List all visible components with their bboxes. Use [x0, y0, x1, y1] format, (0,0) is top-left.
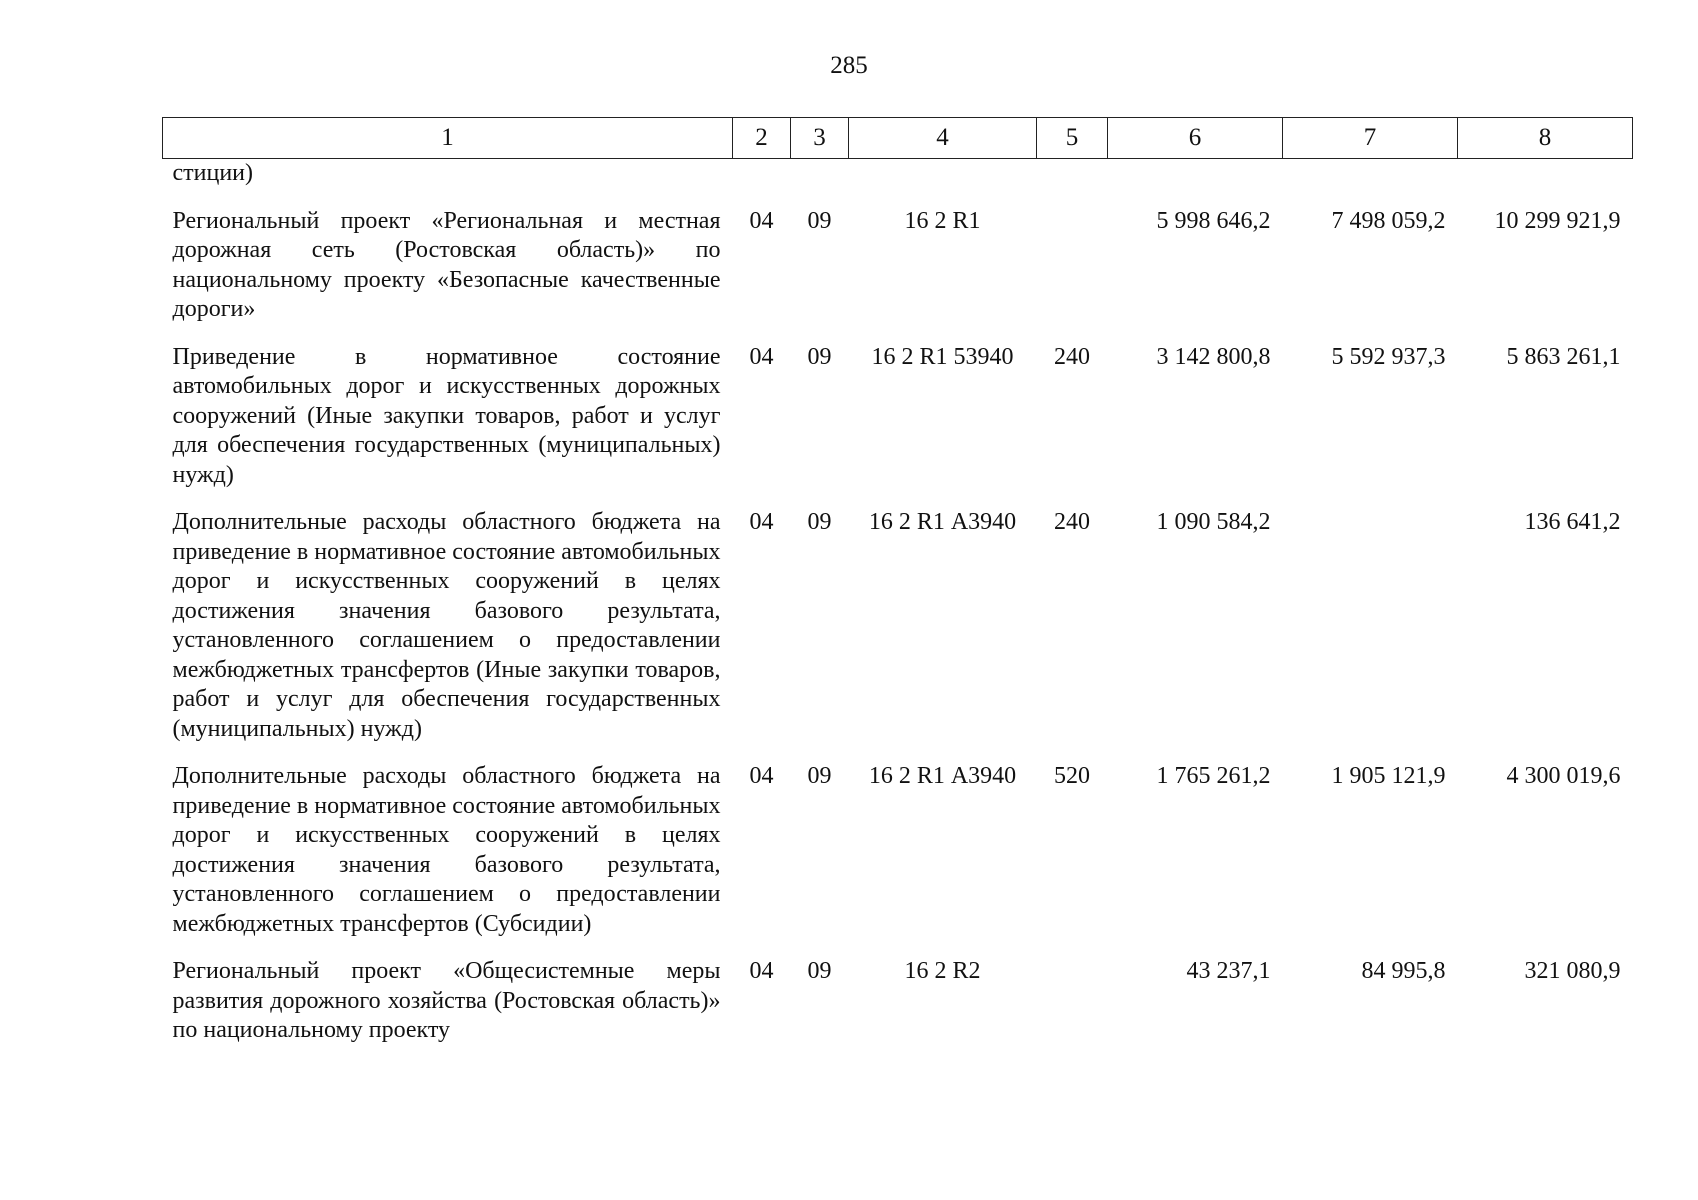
row-amount-year1: 3 142 800,8 — [1156, 343, 1271, 370]
page-number: 285 — [830, 52, 868, 79]
row-description: Региональный проект «Общесистемные меры развития дорожного хозяйства (Ростовская область)» по национальному проекту — [172, 958, 721, 1043]
header-col-2: 2 — [733, 118, 791, 159]
table-row — [163, 159, 1633, 197]
row-amount-year3: 5 863 261,1 — [1506, 343, 1621, 370]
row-amount-year2: 84 995,8 — [1361, 958, 1446, 984]
row-subsection: 09 — [807, 343, 832, 370]
row-amount-year2: 5 592 937,3 — [1331, 343, 1446, 370]
row-target-code: 16 2 R1 А3940 — [868, 763, 1017, 789]
row-subsection: 09 — [807, 509, 832, 535]
budget-table — [162, 117, 1633, 1054]
row-expense-type: 240 — [1054, 343, 1090, 370]
row-amount-year1 — [1108, 159, 1283, 197]
row-expense-type — [1037, 947, 1108, 1054]
table-row — [163, 752, 1633, 947]
row-description: стиции) — [172, 160, 254, 186]
header-col-6: 6 — [1108, 118, 1283, 159]
row-expense-type: 520 — [1054, 763, 1090, 789]
header-col-4: 4 — [849, 118, 1037, 159]
row-amount-year1: 5 998 646,2 — [1156, 207, 1271, 234]
row-subsection: 09 — [807, 763, 832, 789]
row-description: Приведение в нормативное состояние автомобильных дорог и искусственных дорожных сооружений (Иные закупки товаров, работ и услуг для обеспечения государственных (муниципальных) нужд) — [172, 343, 721, 488]
row-amount-year2: 1 905 121,9 — [1331, 763, 1446, 789]
table-header-row — [163, 118, 1633, 159]
row-target-code: 16 2 R1 — [904, 207, 981, 234]
row-amount-year2 — [1283, 498, 1458, 752]
row-amount-year3: 321 080,9 — [1524, 958, 1621, 984]
row-amount-year1: 1 765 261,2 — [1156, 763, 1271, 789]
row-description: Региональный проект «Региональная и местная дорожная сеть (Ростовская область)» по национальному проекту «Безопасные качественные дороги» — [172, 207, 721, 322]
row-amount-year2: 7 498 059,2 — [1331, 207, 1446, 234]
row-description: Дополнительные расходы областного бюджета на приведение в нормативное состояние автомобильных дорог и искусственных сооружений в целях достижения значения базового результата, установленного соглашением о предоставлении межбюджетных трансфертов (Иные закупки товаров, работ и услуг для обеспечения государственных (муниципальных) нужд) — [172, 509, 721, 742]
row-section: 04 — [749, 763, 774, 789]
header-col-3: 3 — [791, 118, 849, 159]
row-target-code: 16 2 R2 — [904, 958, 981, 984]
table-row — [163, 333, 1633, 499]
row-expense-type — [1037, 159, 1108, 197]
row-section — [733, 159, 791, 197]
row-amount-year1: 1 090 584,2 — [1156, 509, 1271, 535]
row-section: 04 — [749, 958, 774, 984]
row-subsection — [791, 159, 849, 197]
row-subsection: 09 — [807, 207, 832, 234]
table-row — [163, 498, 1633, 752]
header-col-7: 7 — [1283, 118, 1458, 159]
table-row — [163, 197, 1633, 333]
row-amount-year3: 4 300 019,6 — [1506, 763, 1621, 789]
row-subsection: 09 — [807, 958, 832, 984]
row-expense-type — [1037, 197, 1108, 333]
row-amount-year1: 43 237,1 — [1186, 958, 1271, 984]
row-expense-type: 240 — [1054, 509, 1090, 535]
row-amount-year3: 136 641,2 — [1524, 509, 1621, 535]
row-amount-year3: 10 299 921,9 — [1494, 207, 1621, 234]
row-target-code — [849, 159, 1037, 197]
header-col-8: 8 — [1458, 118, 1633, 159]
row-section: 04 — [749, 207, 774, 234]
row-amount-year3 — [1458, 159, 1633, 197]
table-row — [163, 947, 1633, 1054]
header-col-5: 5 — [1037, 118, 1108, 159]
row-amount-year2 — [1283, 159, 1458, 197]
row-target-code: 16 2 R1 А3940 — [868, 509, 1017, 535]
header-col-1: 1 — [163, 118, 733, 159]
row-section: 04 — [749, 509, 774, 535]
row-section: 04 — [749, 343, 774, 370]
row-target-code: 16 2 R1 53940 — [871, 343, 1014, 370]
row-description: Дополнительные расходы областного бюджета на приведение в нормативное состояние автомобильных дорог и искусственных сооружений в целях достижения значения базового результата, установленного соглашением о предоставлении межбюджетных трансфертов (Субсидии) — [172, 763, 721, 937]
